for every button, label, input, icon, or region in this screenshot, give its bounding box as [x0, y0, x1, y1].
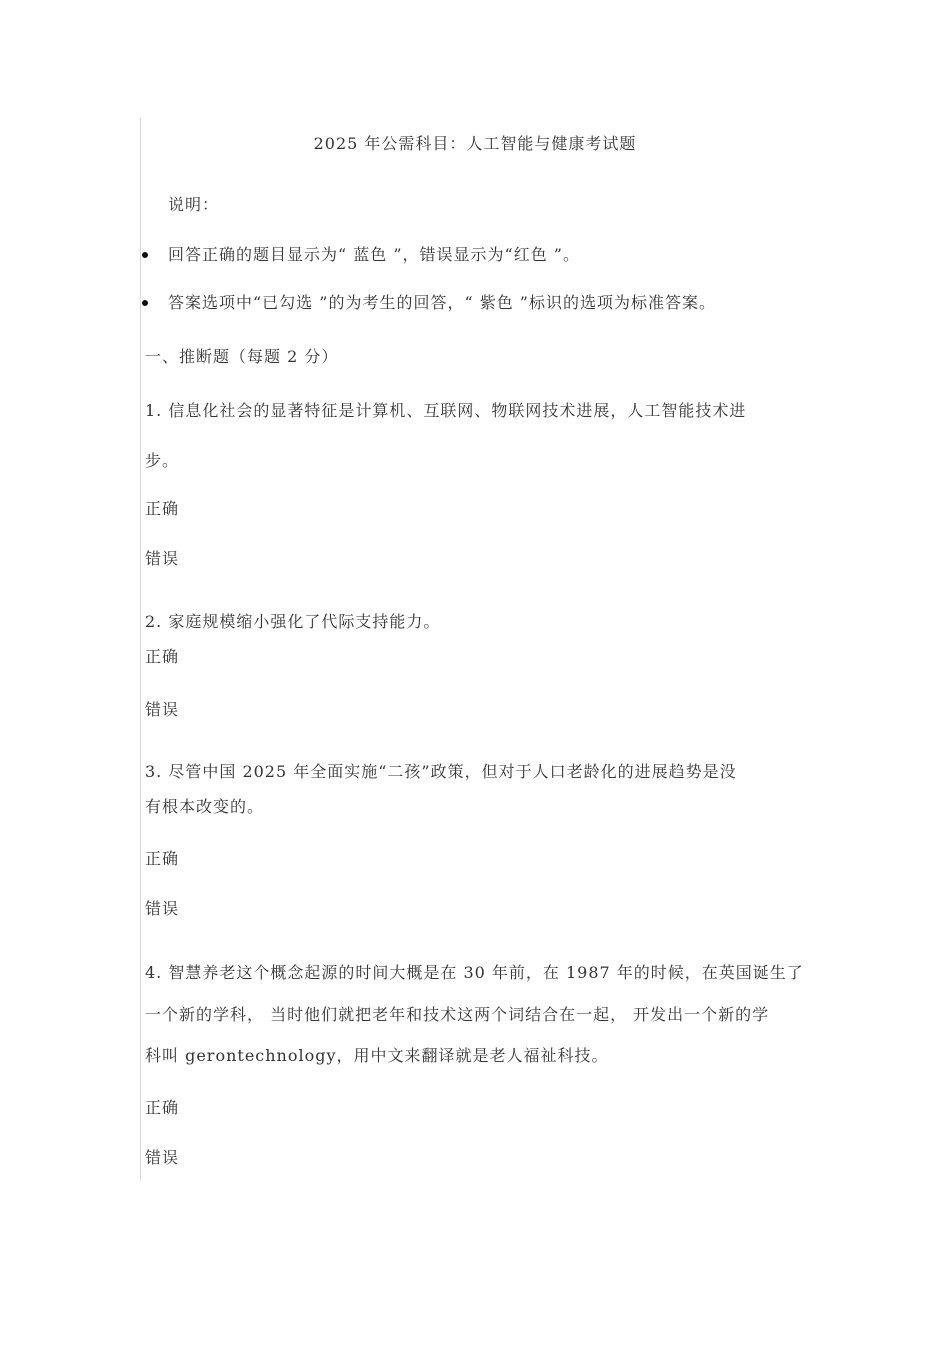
- question-1-option-wrong[interactable]: 错误: [145, 549, 180, 568]
- question-1-line-1: 1. 信息化社会的显著特征是计算机、互联网、物联网技术进展，人工智能技术进: [145, 401, 747, 420]
- question-2-line-1: 2. 家庭规模缩小强化了代际支持能力。: [145, 612, 441, 631]
- question-2-option-correct[interactable]: 正确: [145, 647, 180, 666]
- question-3-line-2: 有根本改变的。: [145, 797, 265, 816]
- left-margin-rule: [140, 118, 141, 1180]
- section-heading: 一、推断题（每题 2 分）: [145, 347, 339, 366]
- question-1-option-correct[interactable]: 正确: [145, 499, 180, 518]
- question-3-option-wrong[interactable]: 错误: [145, 899, 180, 918]
- bullet-icon: [142, 300, 148, 306]
- question-2-option-wrong[interactable]: 错误: [145, 700, 180, 719]
- document-title: 2025 年公需科目：人工智能与健康考试题: [313, 134, 637, 153]
- question-3-option-correct[interactable]: 正确: [145, 849, 180, 868]
- question-4-line-3: 科叫 gerontechnology，用中文来翻译就是老人福祉科技。: [145, 1046, 609, 1065]
- bullet-icon: [142, 252, 148, 258]
- instruction-item-1: 回答正确的题目显示为“ 蓝色 ”，错误显示为“红色 ”。: [168, 245, 580, 264]
- instructions-heading: 说明：: [168, 195, 220, 214]
- question-4-line-1: 4. 智慧养老这个概念起源的时间大概是在 30 年前，在 1987 年的时候，在英国诞生了: [145, 963, 804, 982]
- question-4-option-wrong[interactable]: 错误: [145, 1148, 180, 1167]
- instruction-item-2: 答案选项中“已勾选 ”的为考生的回答，“ 紫色 ”标识的选项为标准答案。: [168, 293, 716, 312]
- question-4-option-correct[interactable]: 正确: [145, 1098, 180, 1117]
- question-4-line-2: 一个新的学科， 当时他们就把老年和技术这两个词结合在一起， 开发出一个新的学: [145, 1005, 770, 1024]
- question-3-line-1: 3. 尽管中国 2025 年全面实施“二孩”政策，但对于人口老龄化的进展趋势是没: [145, 762, 737, 781]
- question-1-line-2: 步。: [145, 451, 180, 470]
